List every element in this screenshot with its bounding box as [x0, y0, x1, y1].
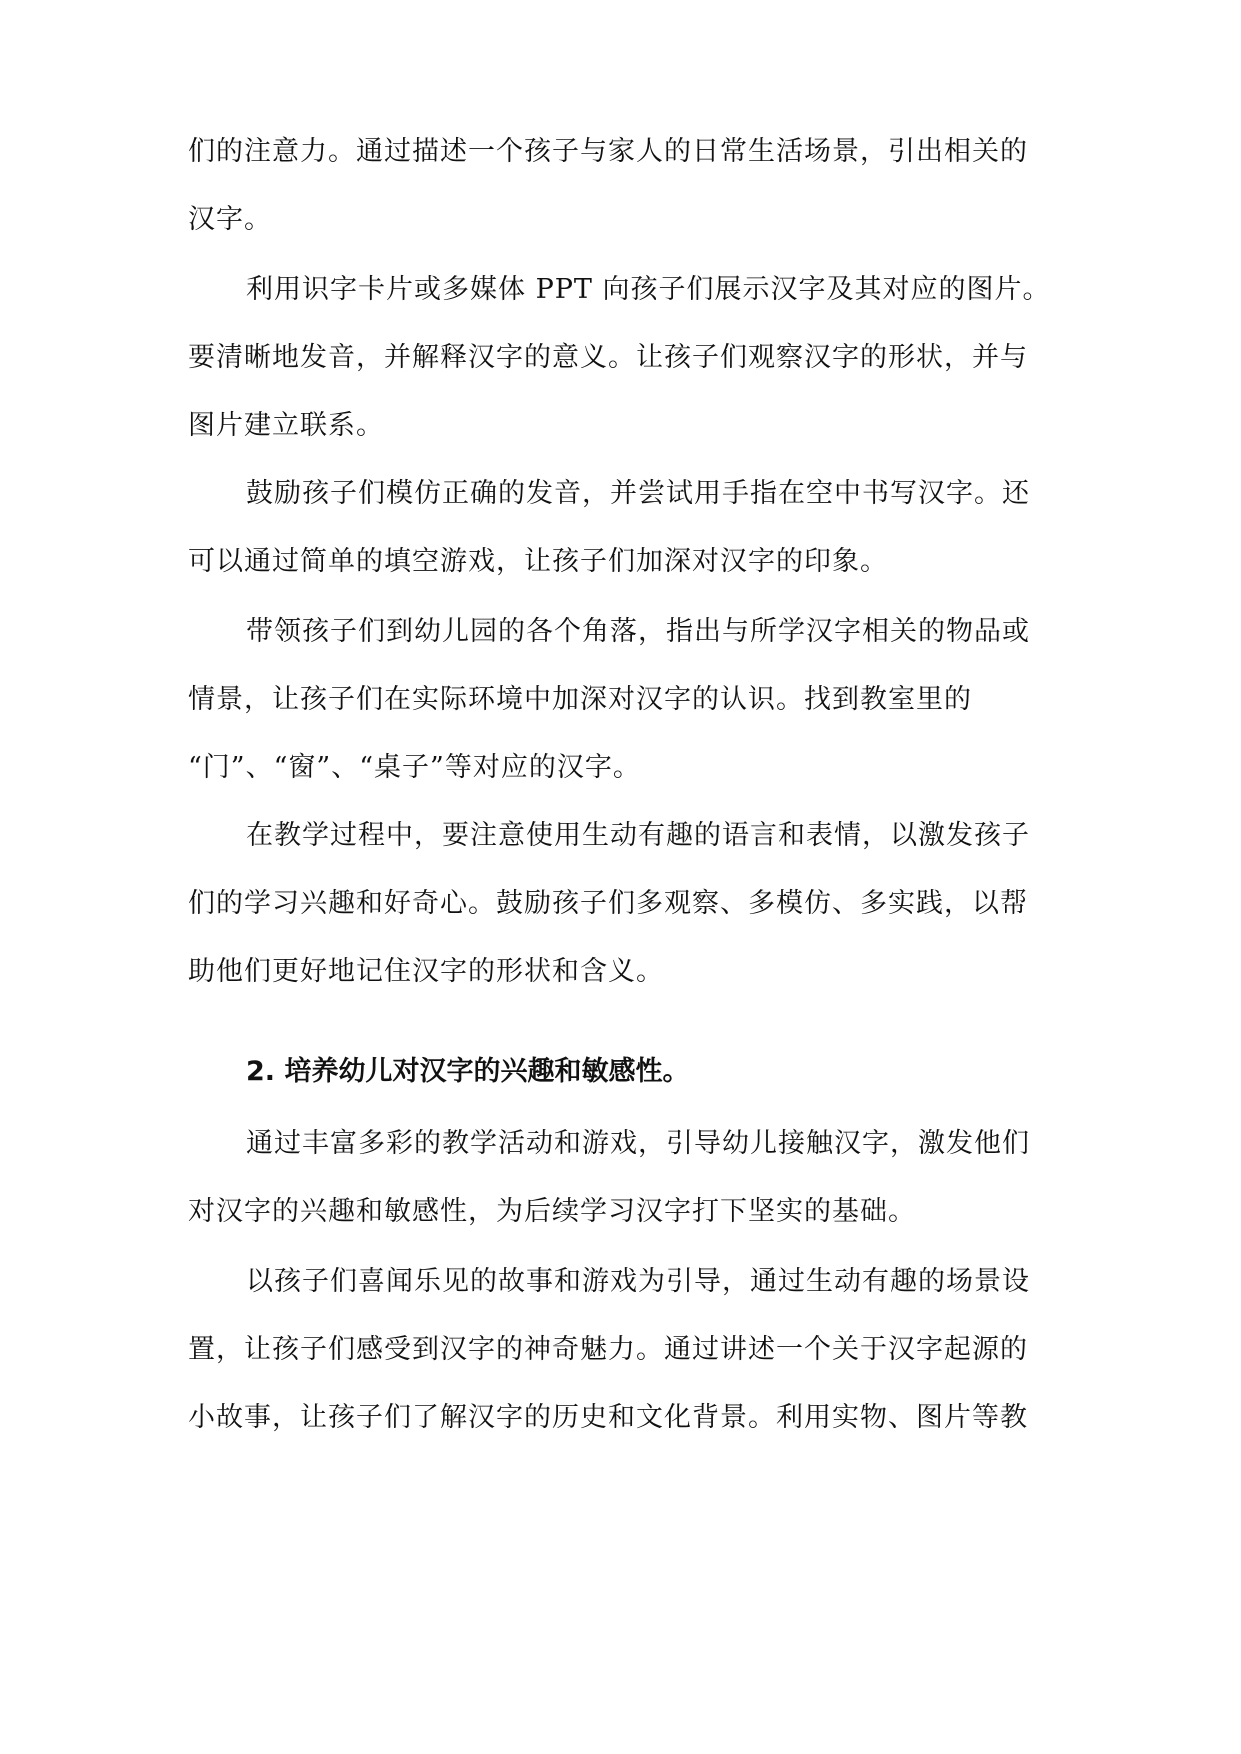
section-heading: 2. 培养幼儿对汉字的兴趣和敏感性。 [246, 1056, 690, 1087]
paragraph-line: 汉字。 [188, 204, 272, 235]
paragraph-line: 通过丰富多彩的教学活动和游戏，引导幼儿接触汉字，激发他们 [246, 1128, 1030, 1159]
paragraph-line: 带领孩子们到幼儿园的各个角落，指出与所学汉字相关的物品或 [246, 616, 1030, 647]
paragraph-line: 图片建立联系。 [188, 410, 384, 441]
paragraph-line: 置，让孩子们感受到汉字的神奇魅力。通过讲述一个关于汉字起源的 [188, 1334, 1028, 1365]
paragraph-line: 小故事，让孩子们了解汉字的历史和文化背景。利用实物、图片等教 [188, 1402, 1028, 1433]
paragraph-line: 们的注意力。通过描述一个孩子与家人的日常生活场景，引出相关的 [188, 136, 1028, 167]
paragraph-line: “门”、“窗”、“桌子”等对应的汉字。 [188, 752, 641, 783]
paragraph-line: 要清晰地发音，并解释汉字的意义。让孩子们观察汉字的形状，并与 [188, 342, 1028, 373]
paragraph-line: 们的学习兴趣和好奇心。鼓励孩子们多观察、多模仿、多实践，以帮 [188, 888, 1028, 919]
paragraph-line: 对汉字的兴趣和敏感性，为后续学习汉字打下坚实的基础。 [188, 1196, 916, 1227]
paragraph-line: 可以通过简单的填空游戏，让孩子们加深对汉字的印象。 [188, 546, 888, 577]
paragraph-line: 鼓励孩子们模仿正确的发音，并尝试用手指在空中书写汉字。还 [246, 478, 1030, 509]
paragraph-line: 以孩子们喜闻乐见的故事和游戏为引导，通过生动有趣的场景设 [246, 1266, 1030, 1297]
paragraph-line: 在教学过程中，要注意使用生动有趣的语言和表情，以激发孩子 [246, 820, 1030, 851]
paragraph-line: 利用识字卡片或多媒体 PPT 向孩子们展示汉字及其对应的图片。 [246, 274, 1051, 305]
paragraph-line: 情景，让孩子们在实际环境中加深对汉字的认识。找到教室里的 [188, 684, 972, 715]
paragraph-line: 助他们更好地记住汉字的形状和含义。 [188, 956, 664, 987]
